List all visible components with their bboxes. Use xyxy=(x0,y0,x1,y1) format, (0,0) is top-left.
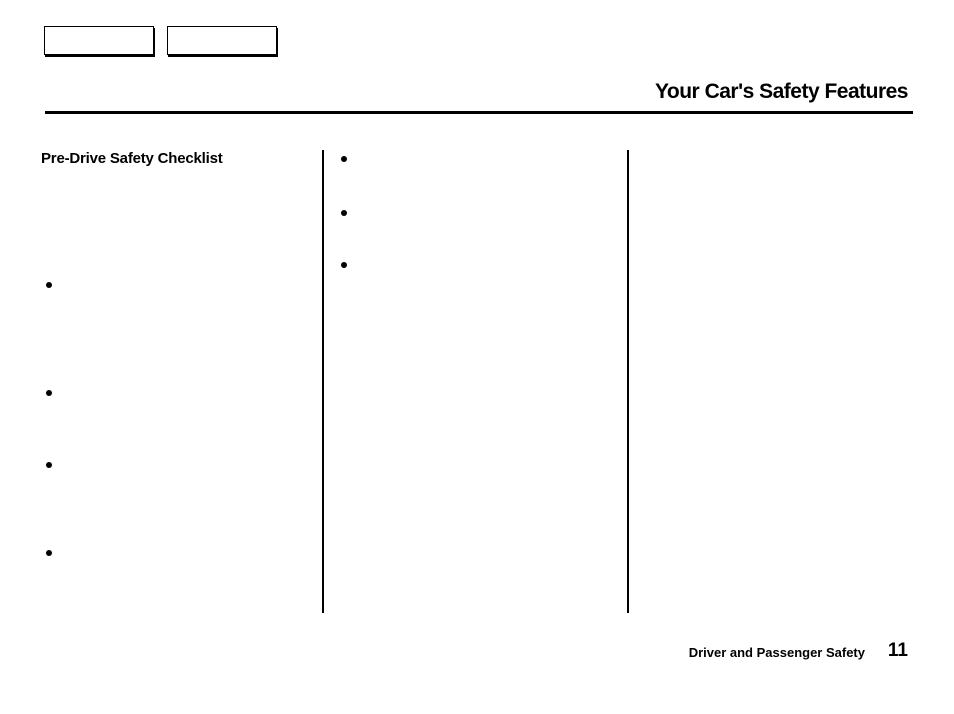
bullet-point-icon xyxy=(46,282,52,288)
section-heading: Pre-Drive Safety Checklist xyxy=(41,150,223,167)
header-divider xyxy=(45,111,913,114)
page-number: 11 xyxy=(887,640,908,661)
bullet-point-icon xyxy=(46,550,52,556)
next-page-button[interactable] xyxy=(167,26,277,55)
bullet-point-icon xyxy=(341,210,347,216)
page-title: Your Car's Safety Features xyxy=(654,80,908,103)
column-divider-right xyxy=(627,150,629,613)
column-divider-left xyxy=(322,150,324,613)
previous-page-button[interactable] xyxy=(44,26,154,55)
bullet-point-icon xyxy=(341,262,347,268)
bullet-point-icon xyxy=(46,462,52,468)
bullet-point-icon xyxy=(46,390,52,396)
bullet-point-icon xyxy=(341,156,347,162)
footer-section-title: Driver and Passenger Safety xyxy=(688,645,865,660)
